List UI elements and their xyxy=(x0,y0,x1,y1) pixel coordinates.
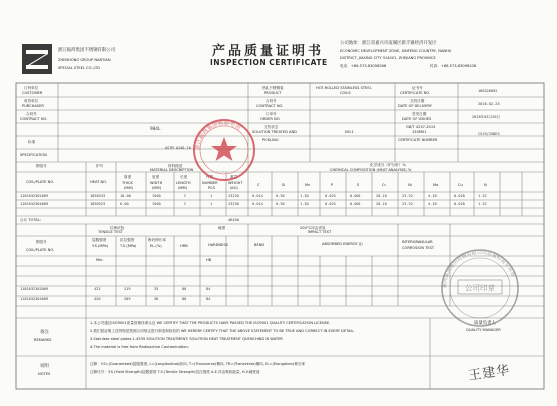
grade-label-cn: 标准 xyxy=(28,140,36,144)
company-seal xyxy=(441,249,518,326)
grade-value: 904L xyxy=(150,127,161,132)
notes-label-en: NOTES xyxy=(38,372,51,376)
ys-cn: 屈服强度 xyxy=(92,238,107,242)
product-value-2: COILS xyxy=(340,91,351,95)
material-desc-en: MATERIAL DESCRIPTION xyxy=(150,168,194,172)
chem-value: 0.36 xyxy=(276,194,285,198)
address-cn: 公司地址：浙江省嘉兴市南湖区新丰镇经济开发区 xyxy=(340,41,437,46)
mech-coil-cn: 钢卷号 xyxy=(36,240,47,244)
chem-value: 0.028 xyxy=(454,202,465,206)
unit-number: PCS xyxy=(208,186,215,190)
intergranular-1: INTERGRANULAR xyxy=(402,240,433,244)
min-label: Min. xyxy=(96,258,104,262)
chem-value: 0.001 xyxy=(350,202,361,206)
qa-en: QUALITY MANAGER xyxy=(466,328,501,332)
company-name-cn: 浙江振鸿集团不锈钢有限公司 xyxy=(58,48,116,53)
title-en: INSPECTION CERTIFICATE xyxy=(210,58,328,67)
title-cn: 产品质量证明书 xyxy=(212,44,325,59)
chem-value: 20.10 xyxy=(376,202,387,206)
chem-value: 0.025 xyxy=(325,194,336,198)
element-mn: Mn xyxy=(305,183,311,187)
impact-temp: 200°C冲击试验 xyxy=(300,226,326,230)
element-n: N xyxy=(484,183,487,187)
order-cn: 订单号 xyxy=(266,112,277,116)
ts-cn: 抗拉强度 xyxy=(120,238,135,242)
hrb-value: 80 xyxy=(182,287,187,291)
number-value: 1 xyxy=(210,202,213,206)
chem-header-cn: 化学成分（炉分析）% xyxy=(370,163,406,167)
chem-value: 0.028 xyxy=(454,194,465,198)
product-value-1: HOT-ROLLED STAINLESS STEEL xyxy=(316,86,372,90)
cert-number-value: CS19/258ES xyxy=(478,132,500,136)
thick-cn: 厚度 xyxy=(124,175,132,179)
remark-line-2: 2.我们兹证明上述货物是按照合同规定进行制造和检验的 WE HEREBY CERTIFY THAT THE ABOVE STATEMENT TO BE TRUE AND CORRECT IN EVERY DETAIL. xyxy=(90,329,355,333)
inspection-seal xyxy=(193,119,254,180)
chem-value: 0.025 xyxy=(325,202,336,206)
coil-number: 1181032302009 xyxy=(20,194,49,198)
address-en-2: DISTRICT, JIAXING CITY 314001, ZHEJIANG PROVINCE xyxy=(340,56,436,60)
fax: 传真：+86-573-83098108 xyxy=(430,64,477,68)
unit-thick: (MM) xyxy=(124,186,134,190)
cert-number-en: CERTIFICATE NUMBER xyxy=(398,138,438,142)
coil-number: 1181032304009 xyxy=(20,202,49,206)
length-value: C xyxy=(184,194,187,198)
notes-label-cn: 说明 xyxy=(40,364,49,369)
unit-width: (MM) xyxy=(152,186,162,190)
width-value: 1500 xyxy=(152,202,161,206)
weight-cn: 重量 xyxy=(230,175,238,179)
hrb-value: 80 xyxy=(182,297,187,301)
qa-cn: 质量负责人 xyxy=(474,321,496,326)
element-cu: Cu xyxy=(458,183,463,187)
standard-no-2: 150M01 xyxy=(412,130,427,134)
heat-number: 1850523 xyxy=(90,202,106,206)
tensile-en: TENSILE TEST xyxy=(98,230,123,234)
date-delivery-value: 2018-02-25 xyxy=(478,102,500,106)
delivery-cn: 交货状态 xyxy=(264,125,279,129)
ts-value: 219 xyxy=(124,287,131,291)
hardness-cn: 硬度 xyxy=(218,226,226,230)
hb-value: 84 xyxy=(206,297,211,301)
tel: 电话：+86-573-83098266 xyxy=(340,64,387,68)
element-mo: Mo xyxy=(433,183,439,187)
cert-label-cn: 证书号 xyxy=(412,86,423,90)
width-value: 1500 xyxy=(152,194,161,198)
notes-line-1: 注释：Y.S=(Guaranteed)屈服强度, L=(Longitudinal)纵向, T=(Transverse)横向, TR=(Transverse)横向, EL=(Elongation)伸长率 xyxy=(90,362,306,366)
chem-value: 0.014 xyxy=(252,202,263,206)
remarks-label-en: REMARKS xyxy=(34,338,52,342)
remark-line-1: 1.本公司通过ISO9001质量管理体系认证 WE CERTIFY THAT THE PRODUCTS HAVE PASSED THE ISO9001 QUALITY CERTIFICATION LICENSE. xyxy=(90,321,331,325)
chem-value: 0.36 xyxy=(276,202,285,206)
element-s: S xyxy=(357,183,360,187)
date-delivery-cn: 交货日期 xyxy=(410,99,425,103)
total-label: 合计 TOTAL: xyxy=(20,218,41,222)
spec-value: ASTM A240-16 xyxy=(165,146,191,150)
hardness-en: HARDNESS xyxy=(208,243,228,247)
chem-value: 4.18 xyxy=(428,202,437,206)
mech-coil-number: 1181032302009 xyxy=(20,287,49,291)
element-c: C xyxy=(257,183,260,187)
date-issue-en: DATE OF ISSUES xyxy=(402,117,432,121)
spec-label-en: SPECIFICATION xyxy=(20,153,47,157)
mech-coil-number: 1181032304009 xyxy=(20,297,49,301)
remark-line-3: 3.Stainless steel plates 1.4539 SOLUTION TREATMENT: SOLUTION HEAT TREATMENT QUENCHING IN WATER xyxy=(90,337,283,341)
chem-value: 1.32 xyxy=(478,202,487,206)
chem-header-en: CHEMICAL COMPOSITION (HEAT ANALYSIS) % xyxy=(330,168,412,172)
thick-value: 6.00 xyxy=(120,202,129,206)
thick-value: 10.00 xyxy=(120,194,131,198)
order-en: ORDER NO. xyxy=(260,117,281,121)
customer-label-cn: 订货单位 xyxy=(24,86,39,90)
thick-en: THICK xyxy=(122,181,133,185)
bend-en: BEND xyxy=(254,243,265,247)
delivery-value-2: PICKLING xyxy=(262,138,279,142)
contract-no-en: CONTRACT NO. xyxy=(256,104,284,108)
seal-ring-text: 浙江振鸿集团检验专用 xyxy=(194,120,242,151)
ys-value: 423 xyxy=(94,287,101,291)
cert-value: 180326092 xyxy=(478,89,498,93)
ys-value: 420 xyxy=(94,297,101,301)
chem-value: 23.52 xyxy=(402,202,413,206)
chem-value: 1.32 xyxy=(478,194,487,198)
length-cn: 长度 xyxy=(180,175,188,179)
product-label-en: PRODUCT xyxy=(264,91,282,95)
hrb-label: HRB xyxy=(180,244,188,248)
element-ni: Ni xyxy=(408,183,412,187)
absorbed-en: ABSORBED ENERGY (J) xyxy=(322,242,363,246)
coil-header-cn: 钢卷号 xyxy=(36,164,47,168)
company-seal-ring-text: 振鸿集团南田特钢有限公司质量检验专用章 xyxy=(441,249,516,289)
date-issue-value: 2018年03月26日 xyxy=(472,115,501,119)
element-p: P xyxy=(331,183,334,187)
weight-en: WEIGHT xyxy=(228,181,243,185)
date-delivery-en: DATE OF DELIVERY xyxy=(398,104,432,108)
date-issue-cn: 签发日期 xyxy=(412,112,427,116)
material-desc-cn: 材料描述 xyxy=(168,164,183,168)
product-label-cn: 热轧不锈钢卷 xyxy=(262,86,284,90)
element-cr: Cr xyxy=(382,183,386,187)
svg-text:浙江振鸿集团检验专用 xyxy=(193,119,242,150)
length-value: C xyxy=(184,202,187,206)
remarks-label-cn: 备注 xyxy=(40,330,49,335)
customer-label-en: CUSTOMER xyxy=(22,91,43,95)
length-en: LENGTH xyxy=(176,181,191,185)
hb-value: 84 xyxy=(206,287,211,291)
seal-star-icon xyxy=(211,137,237,161)
element-si: Si xyxy=(282,183,286,187)
width-cn: 宽度 xyxy=(152,175,160,179)
total-value: 46450 xyxy=(228,218,239,222)
delivery-value-1: SOLUTION TREATED AND xyxy=(252,130,297,134)
hb-label: HB xyxy=(206,258,212,262)
chem-value: 0.001 xyxy=(350,194,361,198)
cert-label-en: CERTIFICATE NO. xyxy=(400,91,431,95)
el-value: 36 xyxy=(154,297,159,301)
chem-value: 20.10 xyxy=(376,194,387,198)
company-name-en-1: ZHENHONG GROUP NANTIAN xyxy=(58,58,111,62)
contract-label-cn: 合同号 xyxy=(26,112,37,116)
address-en-1: ECONOMIC DEVELOPMENT ZONE, XINFENG COUNTRY, NANHU xyxy=(340,49,452,53)
width-en: WIDTH xyxy=(150,181,163,185)
mech-coil-en: COIL/PLATE NO. xyxy=(26,248,55,252)
weight-value: 23230 xyxy=(228,202,239,206)
intergranular-2: CORROSION TEST xyxy=(402,246,435,250)
standard-no-1: GB/T 4237-2015 xyxy=(406,125,436,129)
chem-value: 1.30 xyxy=(300,202,309,206)
contract-label-en: CONTRACT NO. xyxy=(20,117,48,121)
chem-value: 23.52 xyxy=(402,194,413,198)
notes-line-2: 注释代号：Y.S.(Yield Strength)屈服强度 T.S.(Tensile Strength)抗拉强度 A.E.冲击吸收能量, H.V.硬度值 xyxy=(90,370,260,374)
remark-line-4: 4.The material is free from Radioactive Contamination. xyxy=(90,345,189,349)
chem-value: 0.014 xyxy=(252,194,263,198)
ts-value: 209 xyxy=(124,297,131,301)
heat-number: 1850533 xyxy=(90,194,106,198)
no-label: NO.1 xyxy=(345,130,354,134)
number-value: 1 xyxy=(210,194,213,198)
unit-length: (MM) xyxy=(178,186,188,190)
el-cn: 断后伸长率 xyxy=(148,238,166,242)
chem-value: 4.18 xyxy=(428,194,437,198)
chem-value: 1.30 xyxy=(300,194,309,198)
tensile-cn: 拉伸试验 xyxy=(110,226,125,230)
contract-no-cn: 合同号 xyxy=(266,99,277,103)
purchaser-label-en: PURCHASER xyxy=(22,104,44,108)
ts-en: T.S.(MPa) xyxy=(120,244,137,248)
svg-text:振鸿集团南田特钢有限公司质量检验专用章 xyxy=(441,249,517,288)
el-value: 35 xyxy=(154,287,159,291)
unit-weight: (KG) xyxy=(230,186,238,190)
company-seal-text: 公司印章 xyxy=(465,283,495,293)
purchaser-label-cn: 收货单位 xyxy=(24,99,39,103)
number-cn: 件数 xyxy=(206,175,214,179)
el-en: EL.(%) xyxy=(150,244,162,248)
ys-en: Y.S.(MPa) xyxy=(92,244,109,248)
heat-header-en: HEAT NO. xyxy=(90,180,108,184)
number-en: NUMBER xyxy=(202,181,218,185)
coil-header-en: COIL/PLATE NO. xyxy=(26,180,55,184)
company-name-en-2: SPECIAL STEEL CO.,LTD xyxy=(58,66,100,70)
weight-value: 23220 xyxy=(228,194,239,198)
heat-header-cn: 炉号 xyxy=(96,164,104,168)
impact-en: IMPACT TEST xyxy=(308,230,332,234)
signature: 王建华 xyxy=(467,363,512,384)
